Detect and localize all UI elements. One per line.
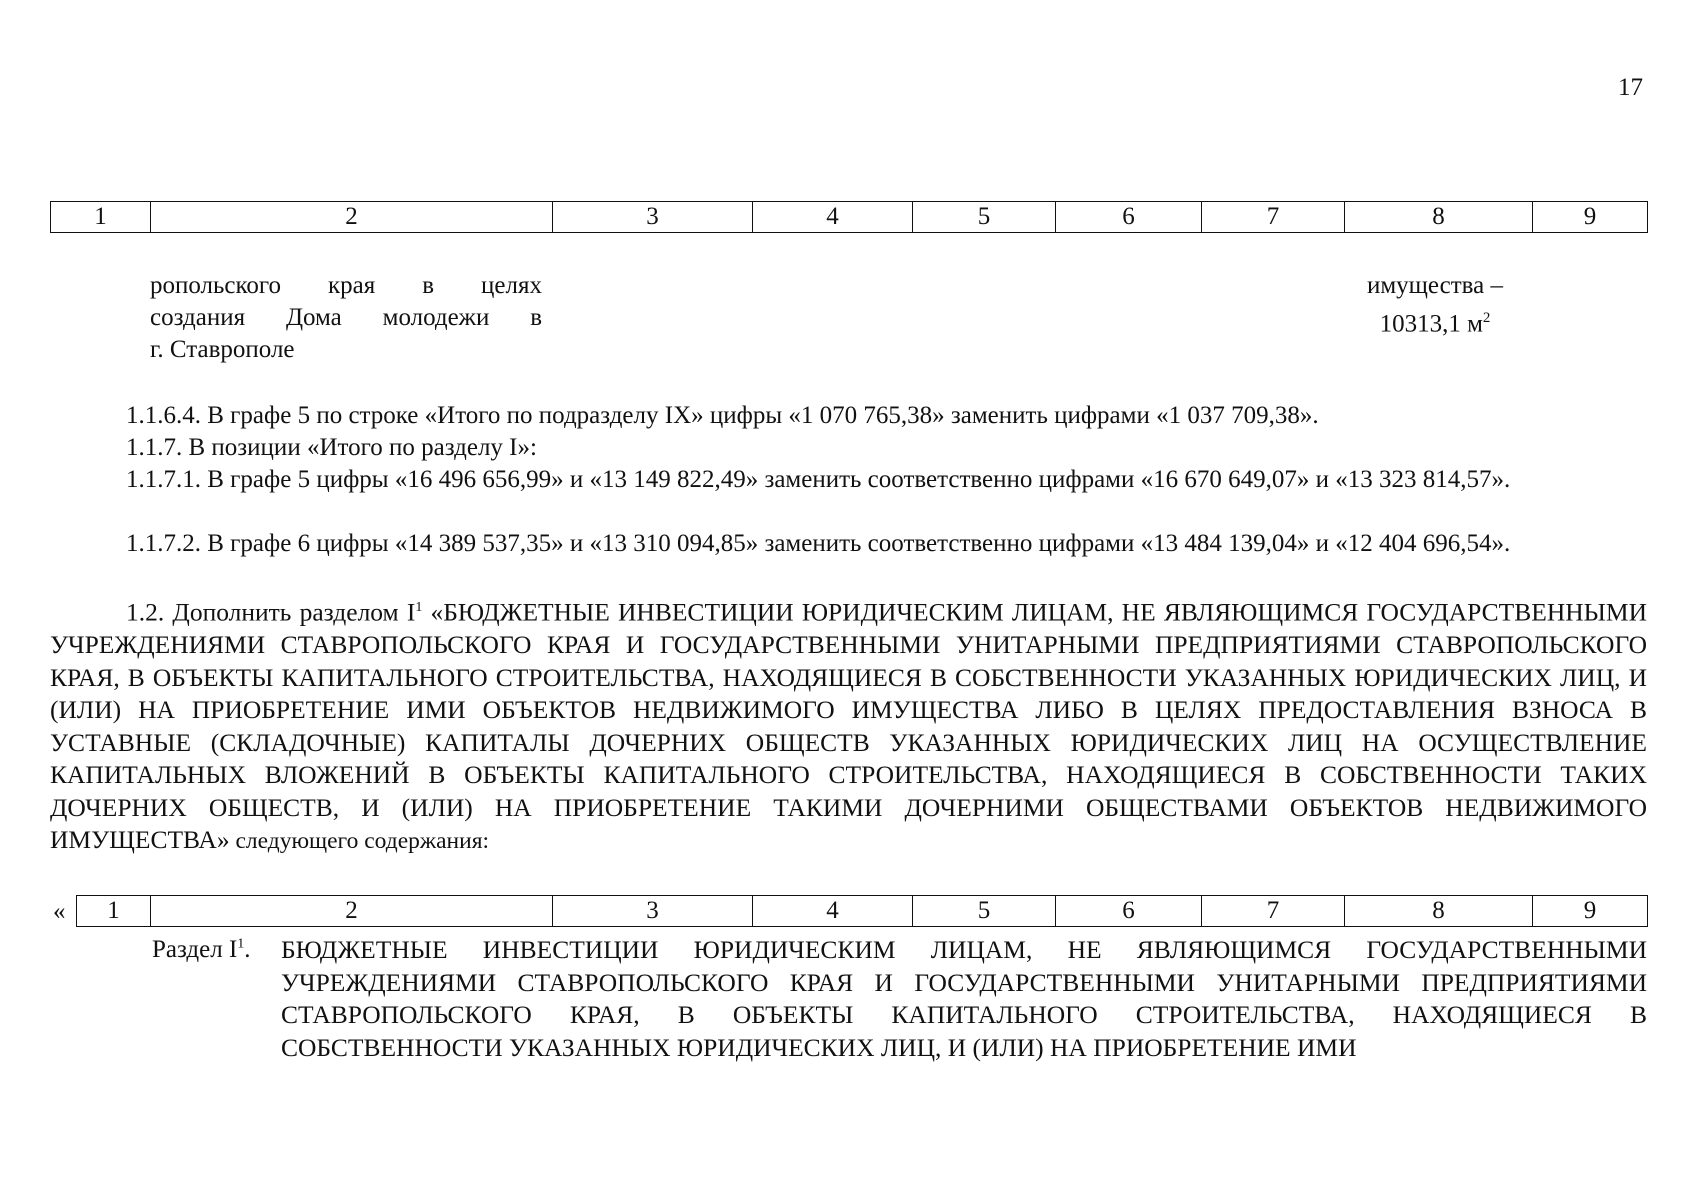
column-number: 7: [1202, 202, 1345, 233]
column-number: 4: [753, 896, 913, 927]
column-number: 3: [553, 896, 753, 927]
column-number: 6: [1056, 896, 1202, 927]
continuation-area: 10313,1 $м^2$: [1379, 310, 1491, 338]
column-number: 7: [1202, 896, 1345, 927]
column-number: 6: [1056, 202, 1202, 233]
column-header-table-top: [50, 201, 1648, 233]
column-number: 9: [1533, 896, 1648, 927]
column-number: 1: [77, 896, 151, 927]
quote-mark: «: [53, 898, 66, 925]
continuation-line: г. Ставрополе: [150, 336, 295, 363]
paragraph-1-1-7: 1.1.7. В позиции «Итого по разделу I»:: [126, 434, 537, 461]
paragraph-1-1-7-2: 1.1.7.2. В графе 6 цифры «14 389 537,35» и «13 310 094,85» заменить соответственно цифрами «13 484 139,04» и «12 404 696,54».: [126, 530, 1511, 557]
paragraph-1-1-7-1: 1.1.7.1. В графе 5 цифры «16 496 656,99» и «13 149 822,49» заменить соответственно цифрами «16 670 649,07» и «13 323 814,57».: [126, 466, 1511, 493]
column-number: 2: [151, 202, 553, 233]
section-label: Раздел $I^1$.: [152, 936, 251, 963]
column-number: 5: [913, 202, 1056, 233]
paragraph-1-1-6-4: 1.1.6.4. В графе 5 по строке «Итого по подразделу IX» цифры «1 070 765,38» заменить цифрами «1 037 709,38».: [126, 402, 1319, 429]
column-header-row: [51, 202, 1648, 233]
paragraph-1-2: 1.2. Дополнить разделом $I^1$ «БЮДЖЕТНЫЕ ИНВЕСТИЦИИ ЮРИДИЧЕСКИМ ЛИЦАМ, НЕ ЯВЛЯЮЩИМСЯ ГОСУДАРСТВЕННЫМИ УЧРЕЖДЕНИЯМИ СТАВРОПОЛЬСКОГО КРАЯ И ГОСУДАРСТВЕННЫМИ УНИТАРНЫМИ ПРЕДПРИЯТИЯМИ СТАВРОПОЛЬСКОГО КРАЯ, В ОБЪЕКТЫ КАПИТАЛЬНОГО СТРОИТЕЛЬСТВА, НАХОДЯЩИЕСЯ В СОБСТВЕННОСТИ УКАЗАННЫХ ЮРИДИЧЕСКИХ ЛИЦ, И (ИЛИ) НА ПРИОБРЕТЕНИЕ ИМИ ОБЪЕКТОВ НЕДВИЖИМОГО ИМУЩЕСТВА ЛИБО В ЦЕЛЯХ ПРЕДОСТАВЛЕНИЯ ВЗНОСА В УСТАВНЫЕ (СКЛАДОЧНЫЕ) КАПИТАЛЫ ДОЧЕРНИХ ОБЩЕСТВ УКАЗАННЫХ ЮРИДИЧЕСКИХ ЛИЦ НА ОСУЩЕСТВЛЕНИЕ КАПИТАЛЬНЫХ ВЛОЖЕНИЙ В ОБЪЕКТЫ КАПИТАЛЬНОГО СТРОИТЕЛЬСТВА, НАХОДЯЩИЕСЯ В СОБСТВЕННОСТИ ТАКИХ ДОЧЕРНИХ ОБЩЕСТВ, И (ИЛИ) НА ПРИОБРЕТЕНИЕ ТАКИМИ ДОЧЕРНИМИ ОБЩЕСТВАМИ ОБЪЕКТОВ НЕДВИЖИМОГО ИМУЩЕСТВА» следующего содержания:: [50, 597, 1647, 854]
continuation-line: ропольского края в целях: [150, 272, 542, 299]
column-number: 9: [1533, 202, 1648, 233]
column-number: 3: [553, 202, 753, 233]
column-number: 2: [151, 896, 553, 927]
page-number: 17: [1618, 74, 1643, 101]
column-header-row: [77, 896, 1648, 927]
column-number: 4: [753, 202, 913, 233]
column-number: 1: [51, 202, 151, 233]
section-title: БЮДЖЕТНЫЕ ИНВЕСТИЦИИ ЮРИДИЧЕСКИМ ЛИЦАМ, НЕ ЯВЛЯЮЩИМСЯ ГОСУДАРСТВЕННЫМИ УЧРЕЖДЕНИЯМИ СТАВРОПОЛЬСКОГО КРАЯ И ГОСУДАРСТВЕННЫМИ УНИТАРНЫМИ ПРЕДПРИЯТИЯМИ СТАВРОПОЛЬСКОГО КРАЯ, В ОБЪЕКТЫ КАПИТАЛЬНОГО СТРОИТЕЛЬСТВА, НАХОДЯЩИЕСЯ В СОБСТВЕННОСТИ УКАЗАННЫХ ЮРИДИЧЕСКИХ ЛИЦ, И (ИЛИ) НА ПРИОБРЕТЕНИЕ ИМИ: [281, 935, 1647, 1062]
column-header-table-bottom: [76, 895, 1648, 927]
continuation-left-cell: [150, 270, 542, 366]
continuation-line: создания Дома молодежи в: [150, 304, 542, 331]
continuation-line: имущества –: [1366, 272, 1503, 299]
column-number: 8: [1345, 896, 1533, 927]
column-number: 5: [913, 896, 1056, 927]
column-number: 8: [1345, 202, 1533, 233]
continuation-right-cell: [1355, 270, 1515, 340]
